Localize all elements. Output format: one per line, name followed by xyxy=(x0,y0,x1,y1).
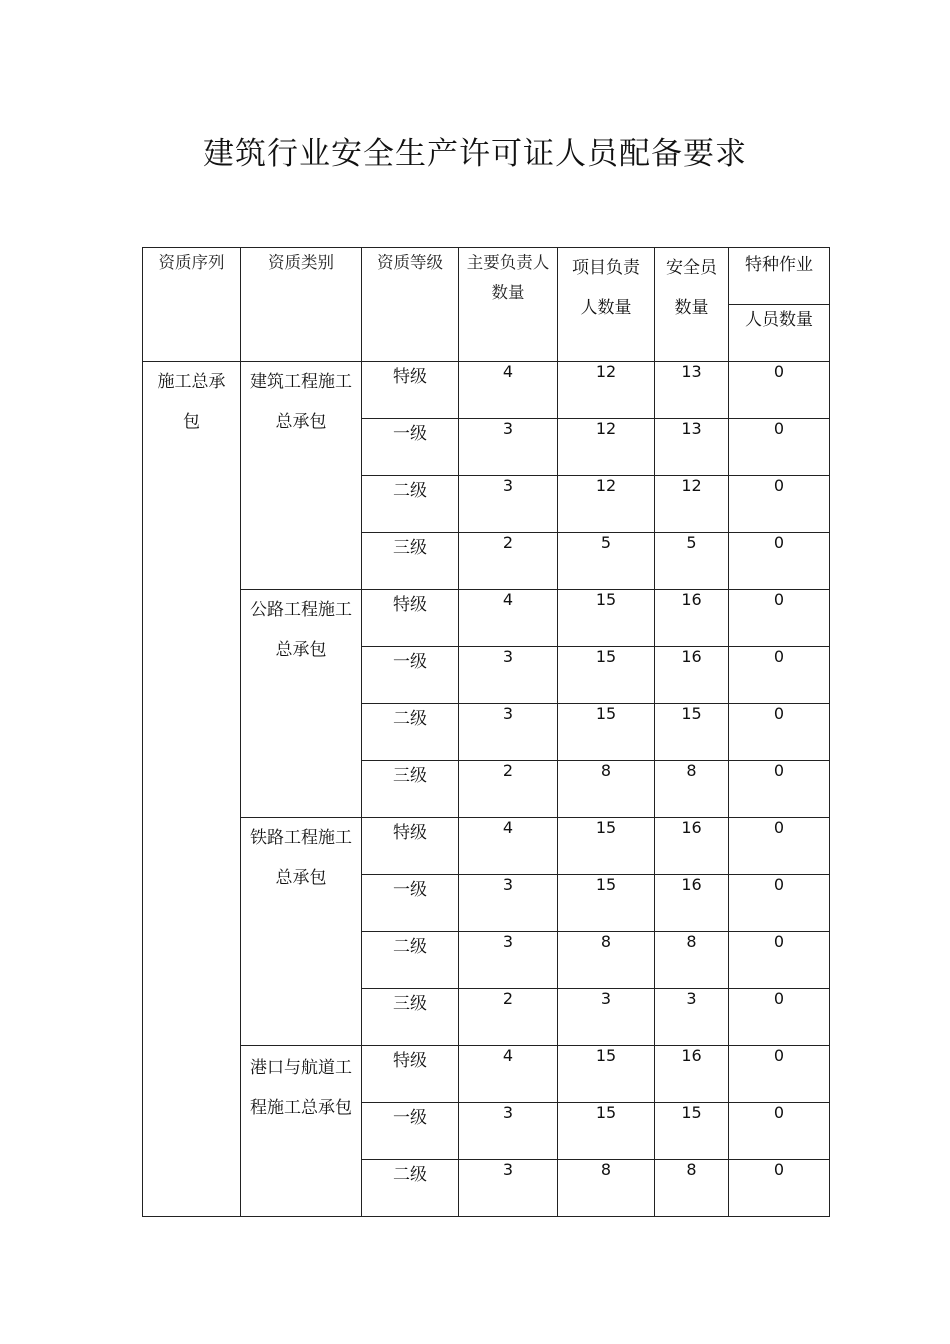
category-category-line1: 公路工程施工 xyxy=(250,600,352,620)
special-count-cell: 0 xyxy=(729,704,830,761)
level-cell: 一级 xyxy=(362,419,459,476)
series-line1: 施工总承 xyxy=(157,372,226,392)
project-count-cell: 8 xyxy=(558,932,655,989)
header-project-line1: 项目负责 xyxy=(572,258,640,278)
level-cell: 三级 xyxy=(362,533,459,590)
principal-count-cell: 2 xyxy=(459,989,558,1046)
level-cell: 一级 xyxy=(362,647,459,704)
table-body xyxy=(143,248,830,1217)
principal-count-cell: 4 xyxy=(459,590,558,647)
level-cell: 二级 xyxy=(362,476,459,533)
project-count-cell: 3 xyxy=(558,989,655,1046)
project-count-cell: 15 xyxy=(558,704,655,761)
level-cell: 特级 xyxy=(362,590,459,647)
header-principal-line1: 主要负责人 xyxy=(466,253,550,272)
project-count-cell: 15 xyxy=(558,1103,655,1160)
category-cell xyxy=(241,590,362,818)
header-level: 资质等级 xyxy=(362,248,459,362)
principal-count-cell: 4 xyxy=(459,362,558,419)
level-cell: 一级 xyxy=(362,1103,459,1160)
principal-count-cell: 3 xyxy=(459,1103,558,1160)
safety-count-cell: 5 xyxy=(655,533,729,590)
safety-count-cell: 13 xyxy=(655,362,729,419)
safety-count-cell: 15 xyxy=(655,704,729,761)
safety-count-cell: 3 xyxy=(655,989,729,1046)
project-count-cell: 12 xyxy=(558,419,655,476)
series-line2: 包 xyxy=(183,412,200,432)
category-cell xyxy=(241,1046,362,1217)
table-row xyxy=(143,818,830,875)
principal-count-cell: 4 xyxy=(459,818,558,875)
special-count-cell: 0 xyxy=(729,1160,830,1217)
level-cell: 特级 xyxy=(362,1046,459,1103)
level-cell: 二级 xyxy=(362,704,459,761)
special-count-cell: 0 xyxy=(729,1103,830,1160)
principal-count-cell: 3 xyxy=(459,1160,558,1217)
table-row xyxy=(143,1046,830,1103)
safety-count-cell: 16 xyxy=(655,818,729,875)
category-category-line2: 程施工总承包 xyxy=(250,1098,352,1118)
principal-count-cell: 3 xyxy=(459,875,558,932)
category-category-line2: 总承包 xyxy=(275,640,327,660)
category-category-line1: 建筑工程施工 xyxy=(250,372,352,392)
header-special-line2: 人员数量 xyxy=(729,305,830,362)
principal-count-cell: 3 xyxy=(459,476,558,533)
project-count-cell: 8 xyxy=(558,1160,655,1217)
safety-count-cell: 16 xyxy=(655,875,729,932)
header-safety-count xyxy=(655,248,729,362)
header-safety-line1: 安全员 xyxy=(666,258,717,278)
level-cell: 二级 xyxy=(362,932,459,989)
header-series: 资质序列 xyxy=(143,248,241,362)
level-cell: 特级 xyxy=(362,362,459,419)
project-count-cell: 15 xyxy=(558,590,655,647)
special-count-cell: 0 xyxy=(729,362,830,419)
project-count-cell: 12 xyxy=(558,362,655,419)
safety-count-cell: 8 xyxy=(655,761,729,818)
header-principal-count xyxy=(459,248,558,362)
special-count-cell: 0 xyxy=(729,1046,830,1103)
project-count-cell: 8 xyxy=(558,761,655,818)
category-cell xyxy=(241,362,362,590)
header-category: 资质类别 xyxy=(241,248,362,362)
project-count-cell: 15 xyxy=(558,647,655,704)
header-safety-line2: 数量 xyxy=(674,298,709,318)
project-count-cell: 12 xyxy=(558,476,655,533)
category-category-line1: 铁路工程施工 xyxy=(250,828,352,848)
requirements-table xyxy=(142,247,830,1217)
principal-count-cell: 3 xyxy=(459,647,558,704)
special-count-cell: 0 xyxy=(729,932,830,989)
special-count-cell: 0 xyxy=(729,875,830,932)
header-principal-line2: 数量 xyxy=(491,283,525,302)
principal-count-cell: 4 xyxy=(459,1046,558,1103)
principal-count-cell: 3 xyxy=(459,704,558,761)
safety-count-cell: 8 xyxy=(655,932,729,989)
special-count-cell: 0 xyxy=(729,476,830,533)
category-cell xyxy=(241,818,362,1046)
principal-count-cell: 3 xyxy=(459,419,558,476)
project-count-cell: 15 xyxy=(558,818,655,875)
table-row xyxy=(143,590,830,647)
special-count-cell: 0 xyxy=(729,989,830,1046)
safety-count-cell: 16 xyxy=(655,647,729,704)
table-row xyxy=(143,362,830,419)
category-category-line2: 总承包 xyxy=(275,868,327,888)
special-count-cell: 0 xyxy=(729,647,830,704)
category-category-line2: 总承包 xyxy=(275,412,327,432)
principal-count-cell: 2 xyxy=(459,761,558,818)
safety-count-cell: 12 xyxy=(655,476,729,533)
project-count-cell: 5 xyxy=(558,533,655,590)
principal-count-cell: 2 xyxy=(459,533,558,590)
safety-count-cell: 16 xyxy=(655,590,729,647)
level-cell: 二级 xyxy=(362,1160,459,1217)
series-cell xyxy=(143,362,241,1217)
safety-count-cell: 15 xyxy=(655,1103,729,1160)
safety-count-cell: 13 xyxy=(655,419,729,476)
level-cell: 一级 xyxy=(362,875,459,932)
project-count-cell: 15 xyxy=(558,875,655,932)
safety-count-cell: 16 xyxy=(655,1046,729,1103)
special-count-cell: 0 xyxy=(729,761,830,818)
page-title: 建筑行业安全生产许可证人员配备要求 xyxy=(203,136,747,172)
header-special-line1: 特种作业 xyxy=(729,248,830,305)
header-project-count xyxy=(558,248,655,362)
level-cell: 特级 xyxy=(362,818,459,875)
project-count-cell: 15 xyxy=(558,1046,655,1103)
special-count-cell: 0 xyxy=(729,590,830,647)
principal-count-cell: 3 xyxy=(459,932,558,989)
level-cell: 三级 xyxy=(362,989,459,1046)
level-cell: 三级 xyxy=(362,761,459,818)
special-count-cell: 0 xyxy=(729,818,830,875)
category-category-line1: 港口与航道工 xyxy=(250,1058,352,1078)
header-row xyxy=(143,248,830,305)
header-project-line2: 人数量 xyxy=(580,298,632,318)
special-count-cell: 0 xyxy=(729,533,830,590)
special-count-cell: 0 xyxy=(729,419,830,476)
safety-count-cell: 8 xyxy=(655,1160,729,1217)
